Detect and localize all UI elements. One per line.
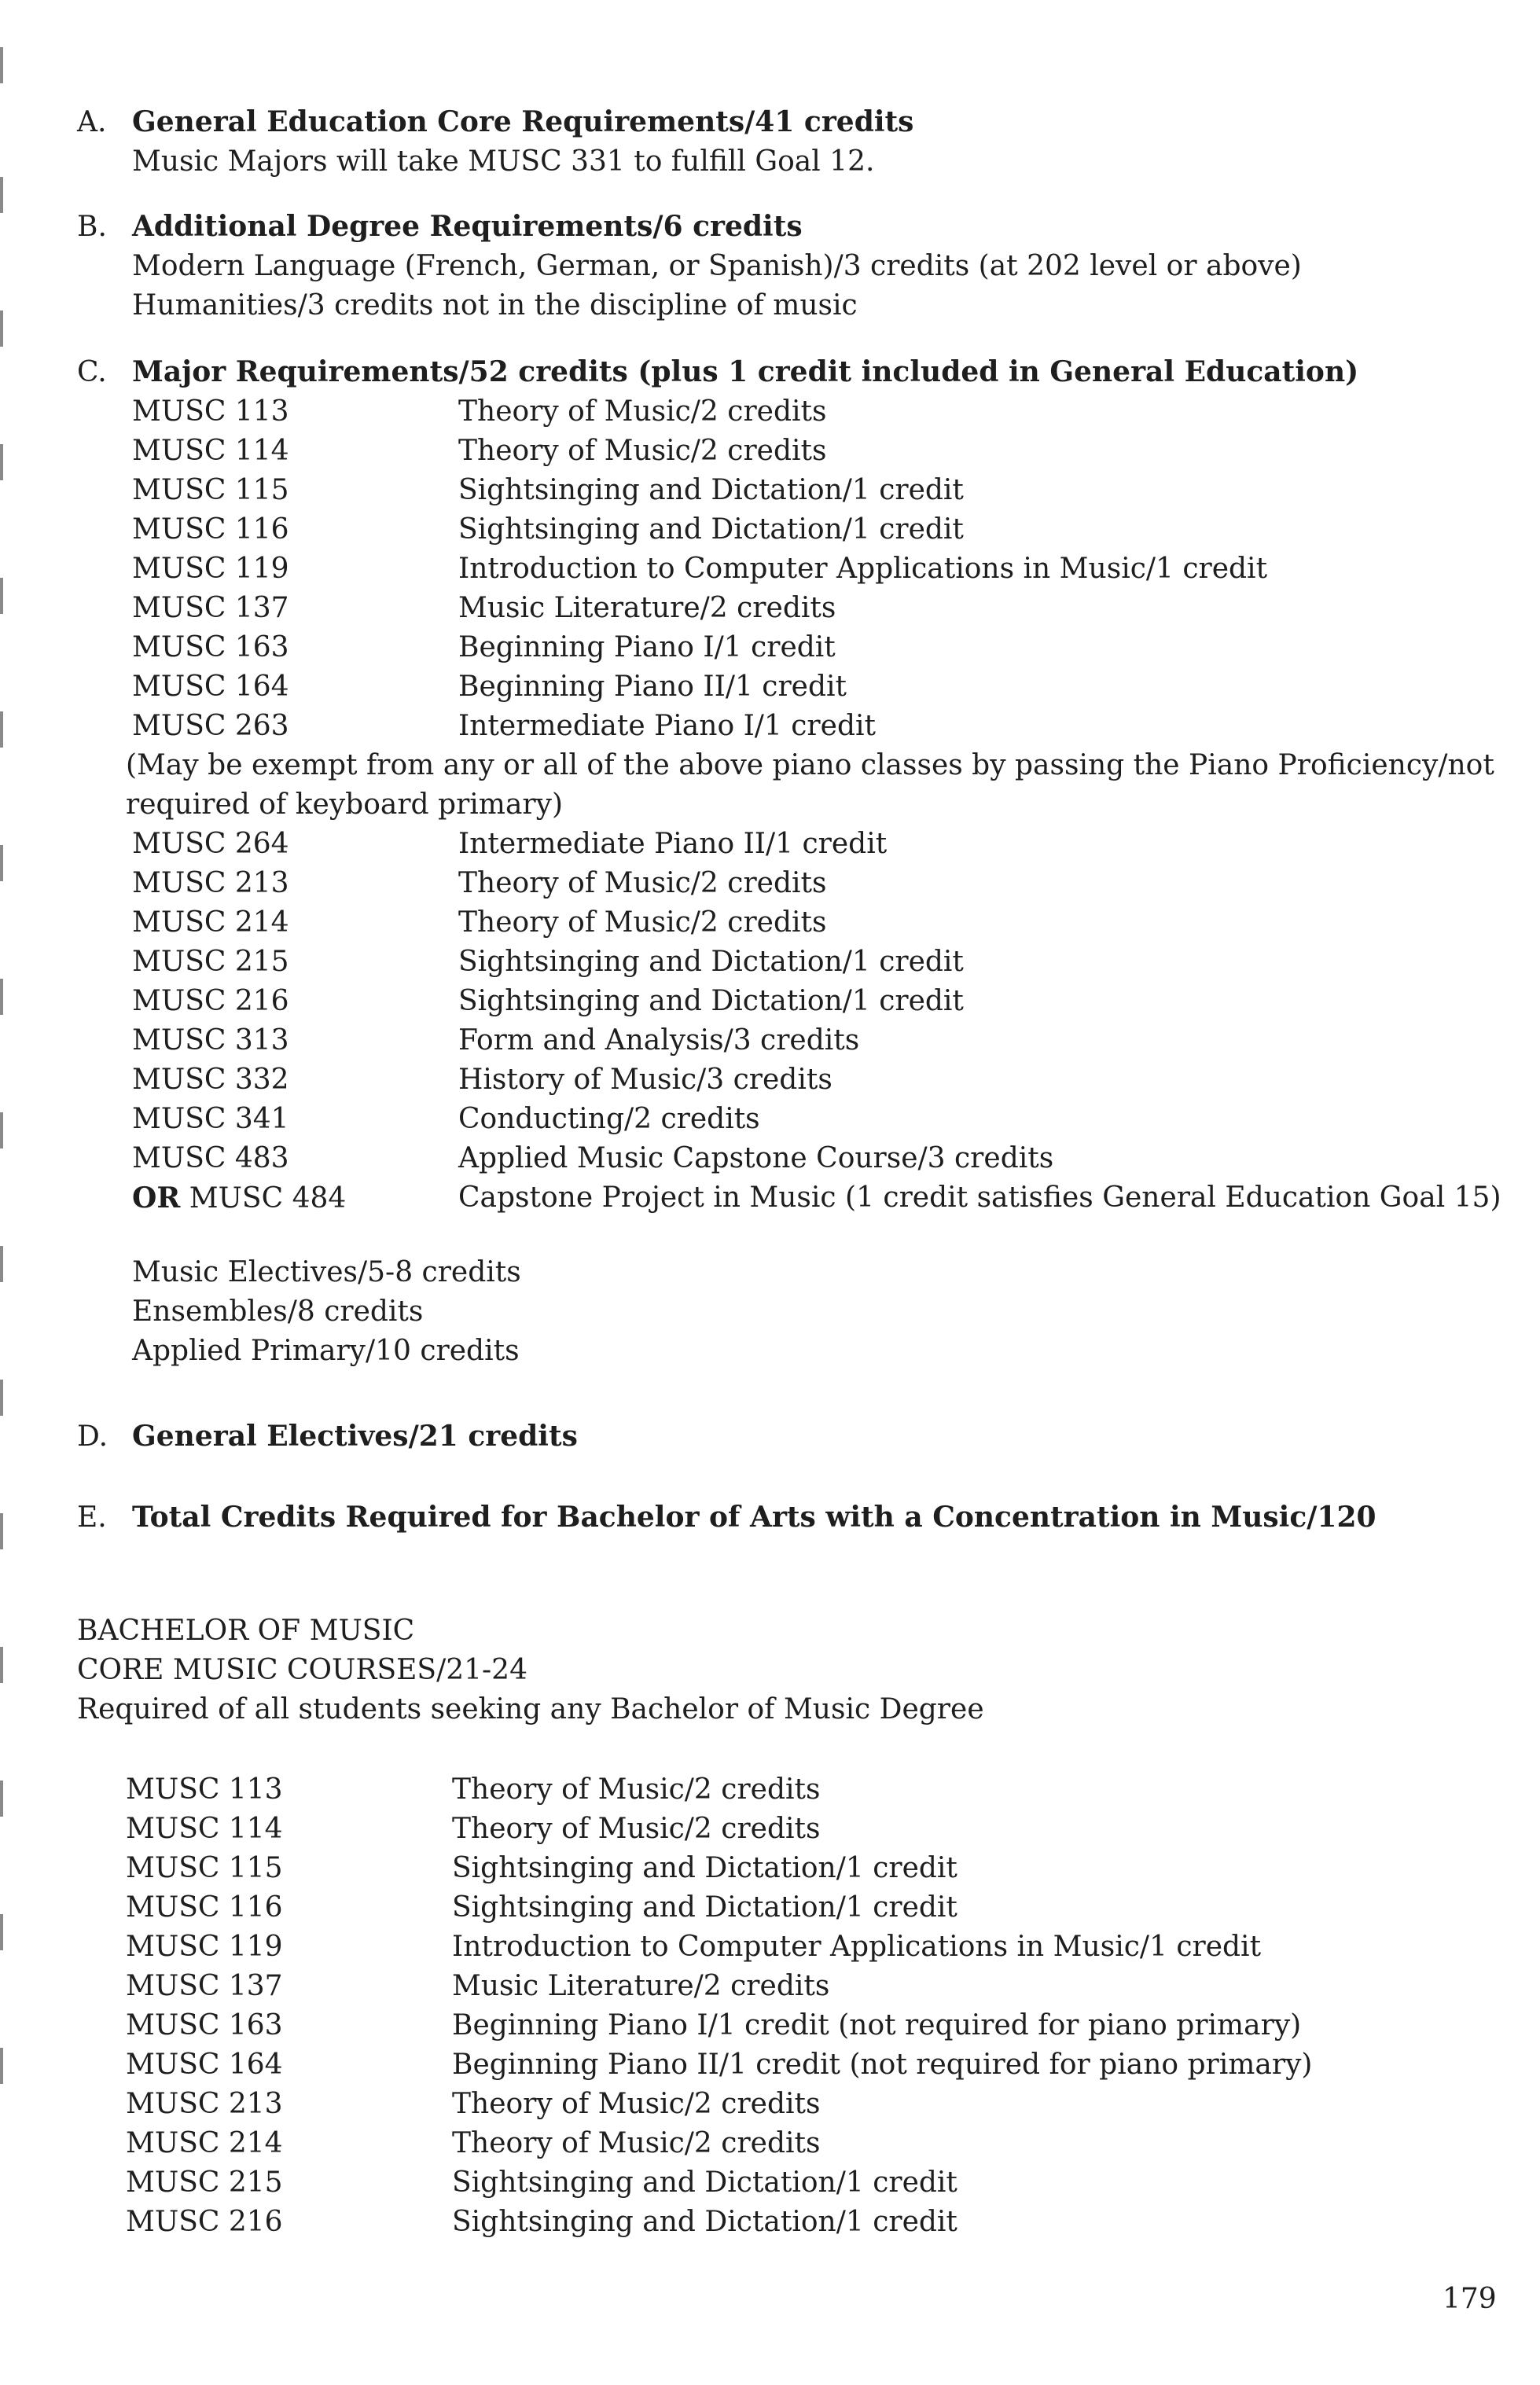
- course-row: [126, 2163, 984, 2203]
- course-code: MUSC 213: [126, 2088, 283, 2120]
- binding-mark: [0, 1914, 3, 1950]
- binding-mark: [0, 177, 3, 213]
- binding-mark: [0, 47, 3, 83]
- binding-mark: [0, 845, 3, 881]
- section-a-heading: General Education Core Requirements/41 credits: [132, 105, 914, 138]
- course-row: [132, 471, 1498, 510]
- section-b-line: Modern Language (French, German, or Spanish)/3 credits (at 202 level or above): [132, 250, 1302, 282]
- course-code: MUSC 164: [126, 2049, 283, 2081]
- course-desc: Theory of Music/2 credits: [452, 2127, 821, 2159]
- course-desc: Beginning Piano II/1 credit (not required for piano primary): [452, 2049, 1313, 2081]
- course-desc: Introduction to Computer Applications in Music/1 credit: [452, 1931, 1262, 1963]
- or-label: OR: [132, 1181, 181, 1215]
- course-desc: History of Music/3 credits: [458, 1064, 832, 1096]
- course-row: [126, 1810, 984, 1849]
- course-code: MUSC 263: [132, 710, 289, 742]
- binding-mark: [0, 1246, 3, 1282]
- course-desc: Sightsinging and Dictation/1 credit: [452, 1852, 957, 1884]
- binding-mark: [0, 311, 3, 347]
- course-code: MUSC 164: [132, 671, 289, 703]
- binding-mark: [0, 578, 3, 614]
- section-c: [77, 352, 1501, 1371]
- section-d-heading: General Electives/21 credits: [132, 1420, 578, 1453]
- course-code: MUSC 264: [132, 828, 289, 860]
- section-b: [77, 207, 1302, 325]
- course-code: MUSC 213: [132, 867, 289, 899]
- course-desc: Theory of Music/2 credits: [458, 395, 827, 428]
- course-code: MUSC 113: [132, 395, 289, 428]
- bachelor-of-music-section: [77, 1611, 1313, 2242]
- course-desc: Sightsinging and Dictation/1 credit: [458, 474, 964, 506]
- binding-mark: [0, 979, 3, 1015]
- spacer: [77, 1729, 984, 1770]
- course-desc: Introduction to Computer Applications in Music/1 credit: [458, 553, 1268, 585]
- section-c-header: [77, 352, 1498, 392]
- course-row: [132, 864, 1498, 903]
- course-desc: Form and Analysis/3 credits: [458, 1024, 860, 1057]
- binding-mark: [0, 1780, 3, 1817]
- course-desc: Beginning Piano I/1 credit: [458, 631, 836, 663]
- course-row: [132, 943, 1498, 982]
- course-row: [132, 432, 1498, 471]
- course-desc: Theory of Music/2 credits: [458, 435, 827, 467]
- section-letter: B.: [77, 211, 107, 243]
- core-course-list: [77, 1770, 1313, 2242]
- binding-mark: [0, 711, 3, 748]
- course-code: MUSC 163: [126, 2009, 283, 2041]
- page-number: 179: [1443, 2283, 1497, 2315]
- section-b-header: [77, 207, 1302, 247]
- section-a-line: Music Majors will take MUSC 331 to fulfill Goal 12.: [132, 145, 875, 178]
- course-row: [126, 2203, 984, 2242]
- course-code: MUSC 115: [132, 474, 289, 506]
- spacer: [132, 1218, 1498, 1253]
- section-letter: E.: [77, 1501, 107, 1534]
- degree-description: Required of all students seeking any Bachelor of Music Degree: [77, 1693, 984, 1725]
- course-code: MUSC 216: [132, 985, 289, 1017]
- course-row: [126, 1770, 984, 1810]
- applied-primary: Applied Primary/10 credits: [132, 1335, 520, 1367]
- section-b-heading: Additional Degree Requirements/6 credits: [132, 210, 803, 243]
- binding-mark: [0, 1513, 3, 1549]
- course-row: [126, 2124, 984, 2163]
- course-list-part-1: [77, 392, 1501, 1371]
- section-e-header: [77, 1498, 1376, 1538]
- course-code: MUSC 332: [132, 1064, 289, 1096]
- section-letter: D.: [77, 1420, 108, 1453]
- course-code: MUSC 114: [132, 435, 289, 467]
- section-d: [77, 1417, 578, 1457]
- binding-mark: [0, 1112, 3, 1148]
- course-desc: Applied Music Capstone Course/3 credits: [458, 1142, 1054, 1174]
- course-row: [132, 549, 1498, 589]
- course-desc: Music Literature/2 credits: [458, 592, 836, 624]
- course-desc: Theory of Music/2 credits: [452, 1773, 821, 1806]
- course-row: [132, 1139, 1498, 1178]
- course-code: [132, 1178, 346, 1218]
- or-course-code: MUSC 484: [189, 1182, 347, 1215]
- course-row: [132, 982, 1498, 1021]
- course-row: [126, 2045, 1313, 2085]
- course-desc: Theory of Music/2 credits: [452, 2088, 821, 2120]
- course-row: [132, 1060, 1498, 1100]
- course-row: [132, 1021, 1498, 1060]
- course-desc: Beginning Piano I/1 credit (not required for piano primary): [452, 2009, 1302, 2041]
- course-code: MUSC 216: [126, 2206, 283, 2238]
- course-desc: Theory of Music/2 credits: [458, 906, 827, 939]
- course-row: [132, 667, 1498, 707]
- course-desc: Sightsinging and Dictation/1 credit: [458, 513, 964, 546]
- course-code: MUSC 115: [126, 1852, 283, 1884]
- section-a-header: [77, 102, 913, 142]
- course-row: [126, 1967, 984, 2006]
- ensembles: Ensembles/8 credits: [132, 1295, 424, 1328]
- course-code: MUSC 214: [126, 2127, 283, 2159]
- section-e-heading: Total Credits Required for Bachelor of Arts with a Concentration in Music/120: [132, 1501, 1376, 1534]
- course-row: [126, 2006, 1302, 2045]
- course-code: MUSC 116: [132, 513, 289, 546]
- course-row: [132, 903, 1498, 943]
- course-code: MUSC 215: [126, 2166, 283, 2199]
- course-code: MUSC 116: [126, 1891, 283, 1924]
- section-b-line: Humanities/3 credits not in the discipline of music: [132, 289, 858, 322]
- course-desc: Intermediate Piano I/1 credit: [458, 710, 876, 742]
- course-code: MUSC 215: [132, 946, 289, 978]
- section-letter: A.: [77, 106, 107, 138]
- section-c-heading: Major Requirements/52 credits (plus 1 credit included in General Education): [132, 355, 1359, 388]
- core-courses-subtitle: CORE MUSIC COURSES/21-24: [77, 1654, 527, 1686]
- course-desc: Sightsinging and Dictation/1 credit: [452, 2166, 957, 2199]
- section-e: [77, 1498, 1376, 1538]
- course-desc: Sightsinging and Dictation/1 credit: [452, 2206, 957, 2238]
- binding-mark: [0, 1647, 3, 1683]
- binding-mark: [0, 2048, 3, 2084]
- course-row: [132, 1100, 1498, 1139]
- section-a: [77, 102, 913, 182]
- course-desc: Conducting/2 credits: [458, 1103, 760, 1135]
- course-code: MUSC 137: [126, 1970, 283, 2002]
- course-code: MUSC 341: [132, 1103, 289, 1135]
- binding-mark: [0, 1380, 3, 1416]
- course-desc: Sightsinging and Dictation/1 credit: [452, 1891, 957, 1924]
- course-row: [126, 1888, 984, 1927]
- degree-title: BACHELOR OF MUSIC: [77, 1615, 415, 1647]
- course-row: [132, 589, 1498, 628]
- course-code: MUSC 119: [132, 553, 289, 585]
- course-row: [126, 1849, 984, 1888]
- course-desc: Intermediate Piano II/1 credit: [458, 828, 888, 860]
- course-code: MUSC 313: [132, 1024, 289, 1057]
- course-code: MUSC 119: [126, 1931, 283, 1963]
- music-electives: Music Electives/5-8 credits: [132, 1256, 521, 1288]
- course-row: [132, 825, 1498, 864]
- course-row: [126, 2085, 984, 2124]
- course-desc: Sightsinging and Dictation/1 credit: [458, 946, 964, 978]
- section-letter: C.: [77, 356, 107, 388]
- course-code: MUSC 114: [126, 1813, 283, 1845]
- course-code: MUSC 113: [126, 1773, 283, 1806]
- or-course-row: [132, 1178, 1501, 1218]
- course-desc: Theory of Music/2 credits: [458, 867, 827, 899]
- course-desc: Capstone Project in Music (1 credit satisfies General Education Goal 15): [458, 1181, 1501, 1214]
- course-desc: Theory of Music/2 credits: [452, 1813, 821, 1845]
- course-desc: Beginning Piano II/1 credit: [458, 671, 847, 703]
- course-desc: Sightsinging and Dictation/1 credit: [458, 985, 964, 1017]
- course-row: [126, 1927, 1262, 1967]
- course-row: [132, 392, 1498, 432]
- course-code: MUSC 483: [132, 1142, 289, 1174]
- course-desc: Music Literature/2 credits: [452, 1970, 830, 2002]
- section-d-header: [77, 1417, 578, 1457]
- course-row: [132, 628, 1498, 667]
- course-code: MUSC 137: [132, 592, 289, 624]
- course-code: MUSC 163: [132, 631, 289, 663]
- binding-mark: [0, 444, 3, 480]
- course-row: [132, 510, 1498, 549]
- course-code: MUSC 214: [132, 906, 289, 939]
- course-row: [132, 707, 1498, 746]
- piano-exemption-note: (May be exempt from any or all of the above piano classes by passing the Piano Proficiency/not required of keyboard primary): [126, 749, 1494, 821]
